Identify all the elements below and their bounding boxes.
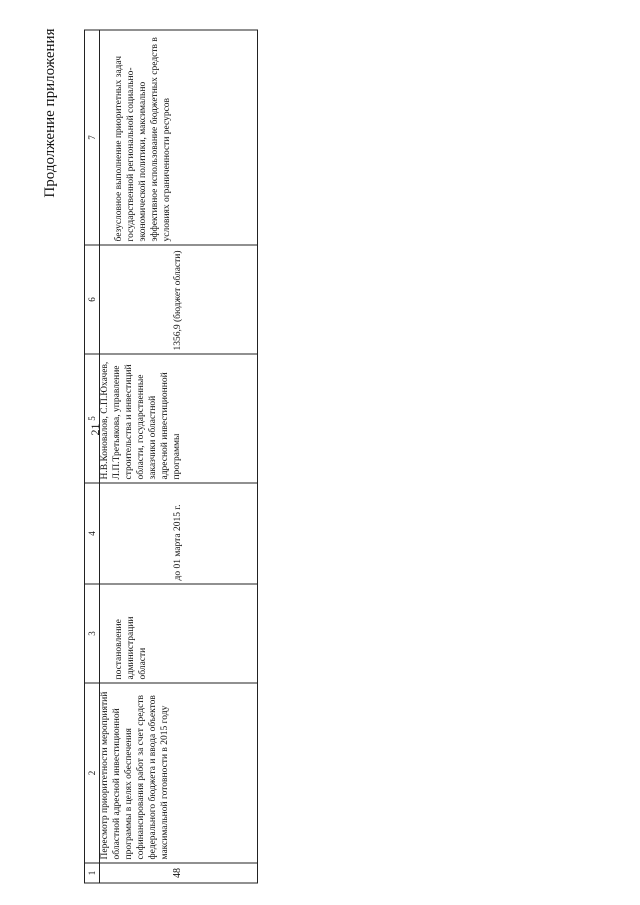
- appendix-table: [84, 29, 258, 883]
- continuation-label: Продолжение приложения: [42, 28, 58, 198]
- row-number: 48: [99, 862, 257, 882]
- column-header-1: 1: [85, 862, 99, 882]
- document-cell: постановление администрации области: [99, 583, 257, 682]
- column-header-5: 5: [85, 353, 99, 482]
- table-row: [99, 30, 257, 882]
- column-header-2: 2: [85, 682, 99, 862]
- task-cell: Пересмотр приоритетности мероприятий областной адресной инвестиционной программы в целях обеспечения софинансирования работ за счет средств федерального бюджета и ввода объектов максимальной готовности в 2015 году: [99, 682, 257, 862]
- table-header-row: [85, 30, 100, 882]
- deadline-cell: до 01 марта 2015 г.: [99, 482, 257, 583]
- responsible-cell: Н.В.Коновалов, С.П.Юхачев, Л.П.Третьякова, управление строительства и инвестиций области, государственные заказчики областной адресной инвестиционной программы: [99, 353, 257, 482]
- column-header-3: 3: [85, 583, 99, 682]
- funding-cell: 1356,9 (бюджет области): [99, 244, 257, 353]
- page-number: 21: [88, 423, 102, 435]
- column-header-4: 4: [85, 482, 99, 583]
- result-cell: безусловное выполнение приоритетных задач государственной региональной социально-экономической политики, максимально эффективное использование бюджетных средств в условиях ограниченности ресурсов: [114, 36, 172, 241]
- column-header-6: 6: [85, 244, 99, 353]
- column-header-7: 7: [87, 134, 97, 140]
